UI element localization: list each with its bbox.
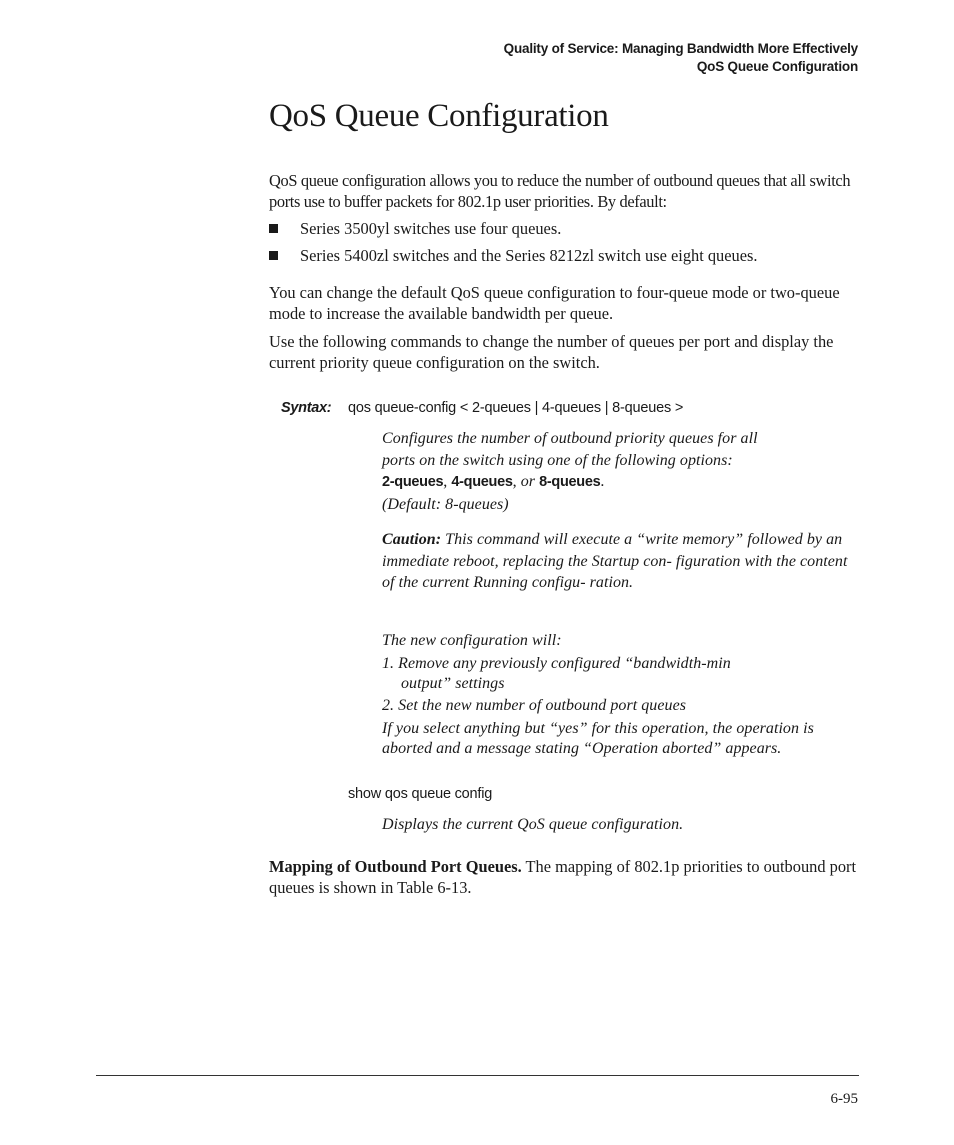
footer-rule	[96, 1075, 859, 1076]
running-header-section: QoS Queue Configuration	[696, 59, 858, 74]
page-number: 6-95	[830, 1091, 858, 1107]
caution-label: Caution:	[382, 531, 442, 548]
option-4-queues: 4-queues	[451, 474, 513, 490]
default-value: (Default: 8-queues)	[382, 495, 509, 513]
bullet-text: Series 3500yl switches use four queues.	[300, 219, 562, 238]
show-qos-queue-config-command: show qos queue config	[348, 786, 493, 802]
mapping-paragraph	[269, 856, 864, 898]
page-title: QoS Queue Configuration	[269, 98, 609, 134]
caution-text: This command will execute a “write memory” followed by an immediate reboot, replacing the Startup con- figuration with the content of the current Running configu- ration.	[382, 531, 848, 591]
syntax-description	[382, 428, 860, 515]
syntax-label: Syntax:	[281, 400, 332, 416]
bullet-text: Series 5400zl switches and the Series 8212zl switch use eight queues.	[300, 246, 758, 265]
step-1-line2: output” settings	[401, 674, 505, 692]
abort-note: If you select anything but “yes” for this operation, the operation is aborted and a message stating “Operation aborted” appears.	[382, 720, 814, 757]
option-2-queues: 2-queues	[382, 474, 444, 490]
bullet-square-icon	[269, 224, 278, 233]
running-header-chapter: Quality of Service: Managing Bandwidth More Effectively	[503, 41, 858, 56]
option-separator: ,	[512, 473, 521, 490]
step-1	[382, 654, 860, 693]
list-item	[269, 245, 757, 266]
syntax-desc-line1: Configures the number of outbound priority queues for all	[382, 430, 758, 447]
option-or: or	[520, 473, 536, 490]
paragraph-queue-mode: You can change the default QoS queue configuration to four-queue mode or two-queue mode to increase the available bandwidth per queue.	[269, 283, 840, 323]
list-item	[269, 218, 561, 239]
mapping-heading: Mapping of Outbound Port Queues.	[269, 857, 522, 876]
step-2: 2. Set the new number of outbound port queues	[382, 697, 686, 714]
mapping-text: The mapping of 802.1p priorities to outbound port queues is shown in Table 6-13.	[269, 857, 857, 897]
new-config-heading: The new configuration will:	[382, 632, 562, 649]
show-command-description: Displays the current QoS queue configuration.	[382, 816, 684, 833]
step-1-line1: 1. Remove any previously configured “bandwidth-min	[382, 655, 731, 672]
option-8-queues: 8-queues	[539, 474, 601, 490]
qos-queue-config-command: qos queue-config < 2-queues | 4-queues | 8-queues >	[348, 400, 684, 416]
option-period: .	[600, 473, 605, 490]
paragraph-commands-intro: Use the following commands to change the number of queues per port and display the current priority queue configuration on the switch.	[269, 332, 834, 372]
intro-paragraph: QoS queue configuration allows you to reduce the number of outbound queues that all switch ports use to buffer packets for 802.1p user priorities. By default:	[269, 171, 851, 211]
syntax-desc-line2: ports on the switch using one of the following options:	[382, 451, 733, 469]
bullet-square-icon	[269, 251, 278, 260]
caution-paragraph	[382, 529, 860, 594]
option-separator: ,	[443, 473, 452, 490]
